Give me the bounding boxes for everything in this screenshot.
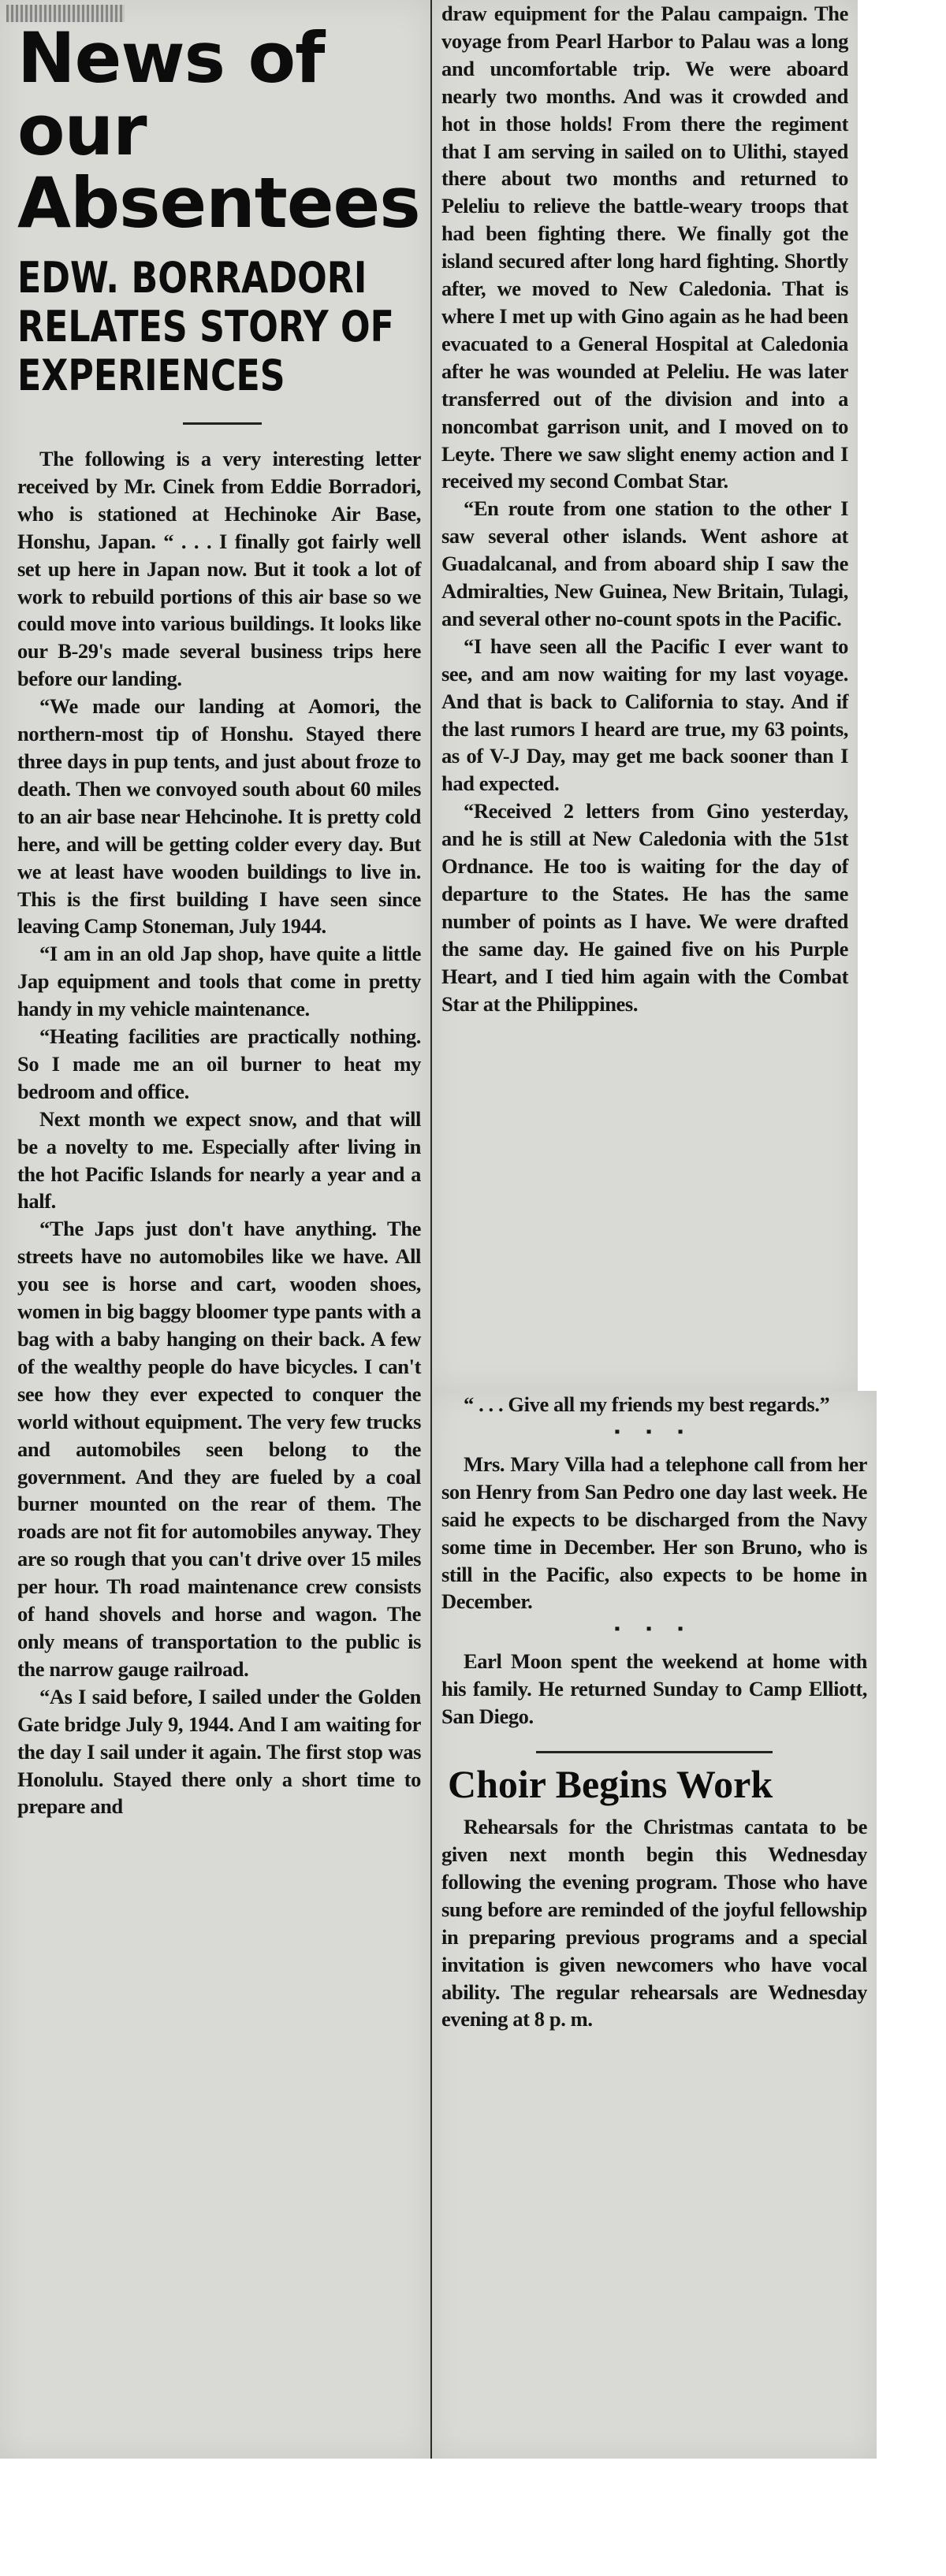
article-paragraph: “Received 2 letters from Gino yesterday, and he is still at New Caledonia with the 51st Ordnance. He too is waiting for the day of departure to the States. He has the same number of points as I have. We were drafted the same day. He gained five on his Purple Heart, and I tied him again with the Combat Star at the Philippines. bbox=[441, 799, 848, 1016]
article-paragraph: “As I said before, I sailed under the Golden Gate bridge July 9, 1944. And I am waiting for the day I sail under it again. The first stop was Honolulu. Stayed there only a short time to prepare and bbox=[17, 1684, 421, 1819]
column-divider bbox=[430, 0, 432, 2459]
headline-rule bbox=[183, 422, 262, 425]
choir-rule bbox=[536, 1751, 773, 1753]
article-paragraph: draw equipment for the Palau campaign. The voyage from Pearl Harbor to Palau was a long and uncomfortable trip. We were aboard nearly two months. And was it crowded and hot in those holds! From there the regiment that I am serving in sailed on to Ulithi, stayed there about two months and returned to Peleliu to relieve the battle-weary troops that had been fighting there. We finally got the island secured after long hard fighting. Shortly after, we moved to New Caledonia. That is where I met up with Gino again as he had been evacuated to a General Hospital at Caledonia after he was wounded at Peleliu. He was later transferred out of the division and into a noncombat garrison unit, and I moved on to Leyte. There we saw slight enemy action and I received my second Combat Star. bbox=[441, 2, 848, 493]
left-column bbox=[17, 0, 421, 1820]
article-paragraph: “I have seen all the Pacific I ever want to see, and am now waiting for my last voyage. And that is back to California to stay. And if the last rumors I heard are true, my 63 points, as of V-J Day, may get me back sooner than I had expected. bbox=[441, 634, 848, 796]
article-paragraph: “Heating facilities are practically nothing. So I made me an oil burner to heat my bedroom and office. bbox=[17, 1024, 421, 1103]
headline: News of our Absentees bbox=[17, 17, 420, 243]
brief-moon: Earl Moon spent the weekend at home with his family. He returned Sunday to Camp Elliott, San Diego. bbox=[441, 1649, 867, 1729]
brief-villa: Mrs. Mary Villa had a telephone call from her son Henry from San Pedro one day last week. He said he expects to be discharged from the Navy some time in December. Her son Bruno, who is still in the Pacific, also expects to be home in December. bbox=[441, 1452, 867, 1614]
article-paragraph: “We made our landing at Aomori, the northern-most tip of Honshu. Stayed there three days in pup tents, and just about froze to death. Then we convoyed south about 60 miles to an air base near Hehcinohe. It is pretty cold here, and will be getting colder every day. But we at least have wooden buildings to live in. This is the first building I have seen since leaving Camp Stoneman, July 1944. bbox=[17, 694, 421, 939]
article-paragraph: The following is a very interesting letter received by Mr. Cinek from Eddie Borradori, who is stationed at Hechinoke Air Base, Honshu, Japan. “ . . . I finally got fairly well set up here in Japan now. But it took a lot of work to rebuild portions of this air base so we could move into various buildings. It looks like our B-29's made several business trips here before our landing. bbox=[17, 447, 421, 691]
subheadline: EDW. BORRADORI RELATES STORY OF EXPERIENCES bbox=[17, 253, 394, 400]
headline-block bbox=[17, 0, 421, 425]
article-paragraph: “The Japs just don't have anything. The streets have no automobiles like we have. All you see is horse and cart, wooden shoes, women in big baggy bloomer type pants with a bag with a baby hanging on their back. A few of the wealthy people do have bicycles. I can't see how they ever expected to conquer the world without equipment. The very few trucks and automobiles seen belong to the government. And they are fueled by a coal burner mounted on the rear of them. The roads are not fit for automobiles anyway. They are so rough that you can't drive over 15 miles per hour. Th road maintenance crew consists of hand shovels and horse and wagon. The only means of transportation to the public is the narrow gauge railroad. bbox=[17, 1217, 421, 1681]
article-paragraph: Next month we expect snow, and that will be a novelty to me. Especially after living in the hot Pacific Islands for nearly a year and a half. bbox=[17, 1106, 421, 1214]
article-paragraph: “I am in an old Jap shop, have quite a little Jap equipment and tools that come in pretty handy in my vehicle maintenance. bbox=[17, 942, 421, 1021]
item-separator: ▪ ▪ ▪ bbox=[614, 1620, 695, 1638]
article-paragraph: “En route from one station to the other I saw several other islands. Went ashore at Guadalcanal, and from aboard ship I saw the Admiralties, New Guinea, New Britain, Tulagi, and several other no-count spots in the Pacific. bbox=[441, 496, 848, 630]
right-lower-column bbox=[441, 1391, 867, 2033]
right-column bbox=[441, 0, 848, 1018]
item-separator: ▪ ▪ ▪ bbox=[614, 1422, 695, 1440]
choir-paragraph: Rehearsals for the Christmas cantata to be given next month begin this Wednesday following the evening program. Those who have sung before are reminded of the joyful fellowship in preparing previous programs and a special invitation is given newcomers who have vocal ability. The regular rehearsals are Wednesday evening at 8 p. m. bbox=[441, 1815, 867, 2031]
choir-headline: Choir Begins Work bbox=[448, 1762, 773, 1807]
article-closing-paragraph: “ . . . Give all my friends my best regards.” bbox=[464, 1392, 830, 1416]
